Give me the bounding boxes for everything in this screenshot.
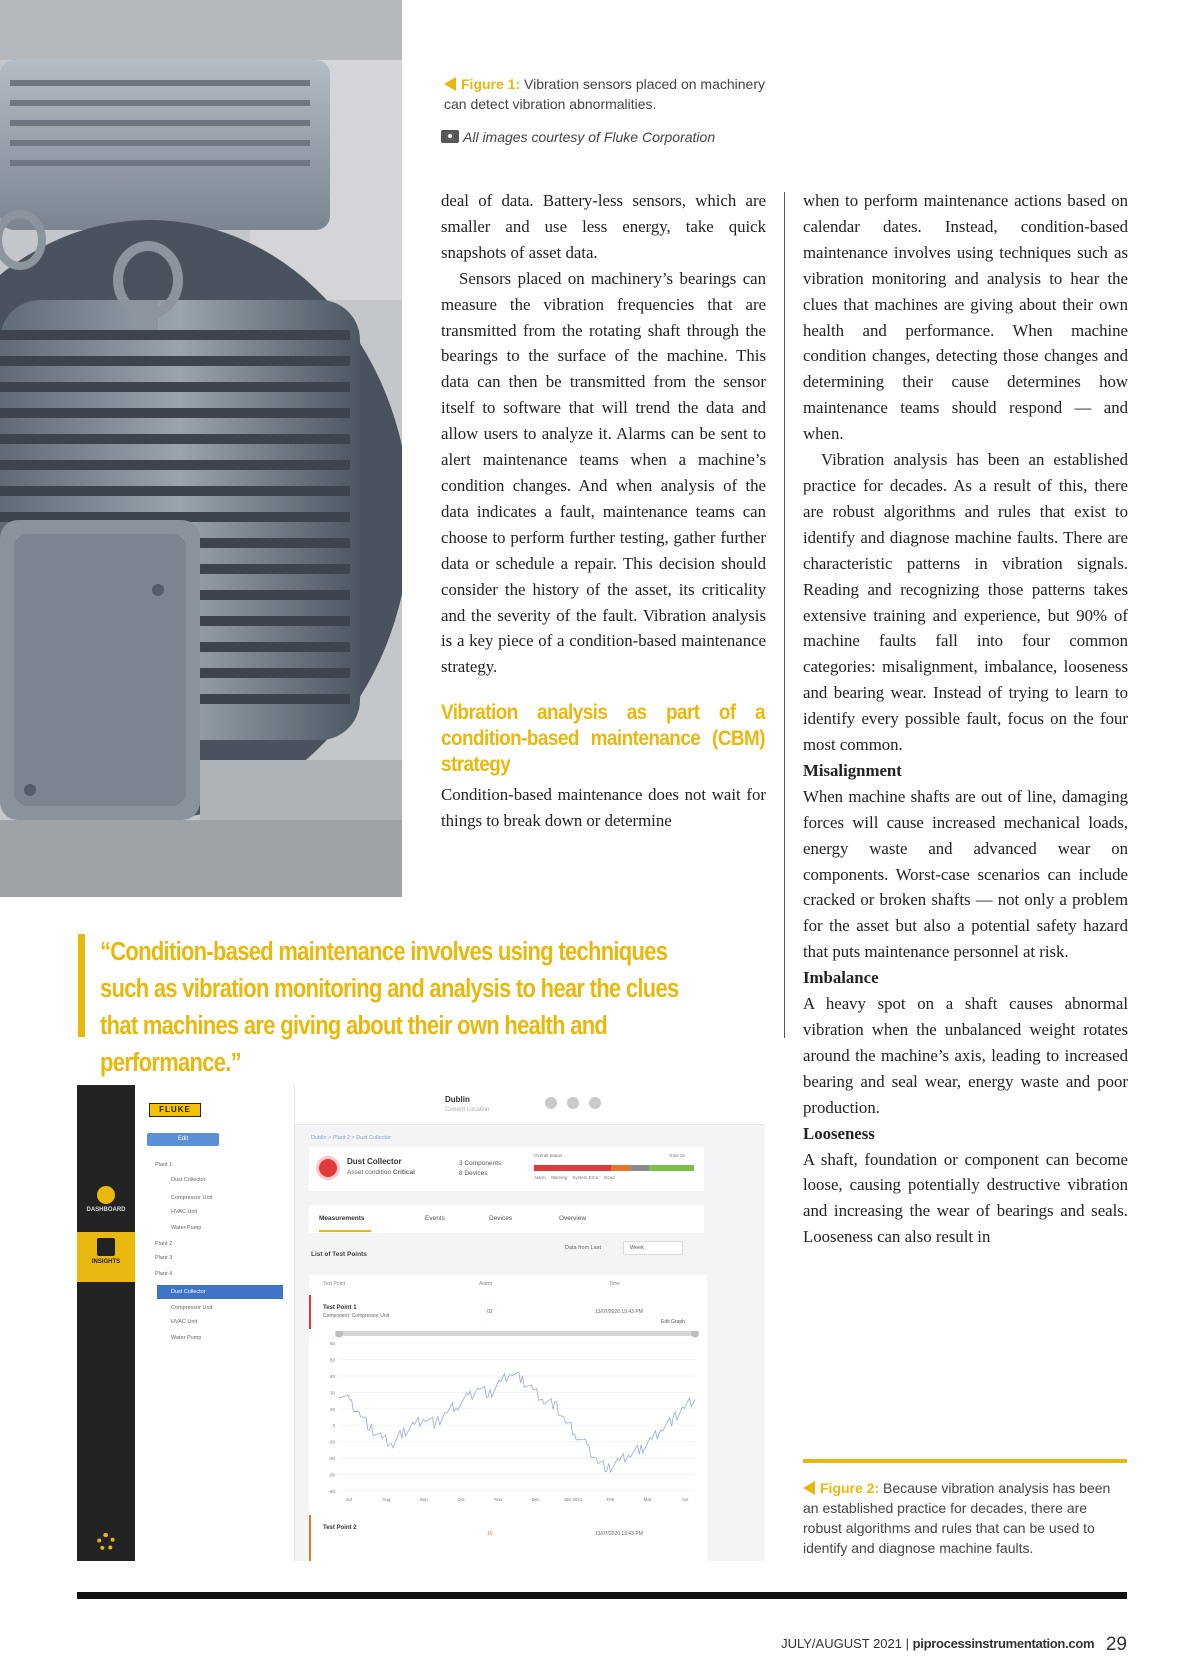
column-divider [784,192,785,1038]
tree-item: Plant 1 [155,1162,173,1168]
x-tick-label: Apr [681,1497,689,1502]
paragraph: Condition-based maintenance does not wait for things to break down or determine [441,785,766,831]
tree-item: Compressor Unit [171,1195,213,1201]
section-heading-imbalance: Imbalance [803,968,879,988]
paragraph: When machine shafts are out of line, damaging forces will cause increased mechanical loads, energy waste and advanced wear on components. Worst-case scenarios can include cracked or broken shafts — not only a problem for the asset but also a potential safety hazard that puts maintenance personnel at risk. [803,786,1128,962]
test-point-name: Test Point 1 [323,1305,357,1311]
tab-measurements: Measurements [319,1215,365,1222]
figure-2-text: Because vibration analysis has been an established practice for decades, there are robust algorithms and rules that can be used to identify and diagnose machine faults. [803,1480,1111,1556]
location-sub: Current Location [445,1107,490,1113]
asset-condition-label: Asset condition [347,1169,392,1176]
page-footer [0,1634,1127,1656]
image-credit [441,127,801,147]
x-tick-label: Oct [457,1497,465,1502]
asset-tree [135,1085,295,1561]
list-title: List of Test Points [311,1251,367,1258]
article-column-middle [441,188,766,834]
asset-title: Dust Collector [347,1157,402,1166]
y-tick-label: 20 [329,1406,335,1412]
breadcrumb: Dublin > Plant 2 > Dust Collector [311,1135,391,1141]
tree-item: Plant 2 [155,1241,173,1247]
paragraph: Vibration analysis has been an established practice for decades. As a result of this, there are robust algorithms and rules that exist to identify and diagnose machine faults. There are characteristic patterns in vibration signals. Reading and recognizing those patterns takes extensive training and experience, but 90% of machine faults fall into four common categories: misalignment, imbalance, looseness and bearing wear. Instead of trying to learn to identify every possible fault, focus on the four most common. [803,450,1128,755]
y-tick-label: -50 [328,1472,335,1478]
fluke-logo: FLUKE [149,1103,201,1117]
pull-quote: “Condition-based maintenance involves using techniques such as vibration monitoring and analysis to hear the clues that machines are giving about their own health and performance.” [100,938,679,1077]
tree-item: HVAC Unit [171,1209,198,1215]
tree-item: Water Pump [171,1335,202,1341]
test-points-table [309,1275,707,1561]
site-domain: piprocessinstrumentation.com [912,1636,1095,1651]
status-alarm-segment [534,1165,611,1171]
y-tick-label: 50 [329,1357,335,1363]
paragraph: deal of data. Battery-less sensors, which are smaller and use less energy, take quick snapshots of asset data. [441,191,766,262]
asset-counts [459,1159,501,1179]
help-icon [567,1097,579,1109]
range-slider-handle [335,1331,343,1338]
y-tick-label: -20 [328,1439,335,1445]
x-tick-label: Sep [419,1497,428,1502]
y-tick-label: -60 [328,1489,335,1494]
test-point-alarm: 10 [487,1531,493,1537]
edit-button: Edit [147,1133,219,1146]
tab-overview: Overview [559,1215,587,1222]
test-point-time: 13/07/2020 19:43 PM [595,1309,643,1315]
tree-item: Plant 3 [155,1255,173,1261]
test-point-time: 13/07/2020 19:43 PM [595,1531,643,1537]
paragraph: when to perform maintenance actions based on calendar dates. Instead, condition-based maintenance involves using techniques such as vibration monitoring and analysis to hear the clues that machines are giving about their own health and performance. When machine condition changes, detecting those changes and determining their cause determines how maintenance teams should respond — and when. [803,191,1128,444]
figure-1-text: Vibration sensors placed on machinery can detect vibration abnormalities. [444,76,766,112]
status-good-segment [649,1165,694,1171]
dashboard-topbar [295,1085,765,1125]
bell-icon [589,1097,601,1109]
tree-item: Dust Collector [171,1177,206,1183]
test-point-component: Component: Compressor Unit [323,1313,390,1319]
critical-status-icon [319,1159,337,1177]
gauge-icon [97,1186,115,1204]
paragraph: A shaft, foundation or component can become loose, causing potentially destructive vibration and increasing the wear of bearings and seals. Looseness can also result in [803,1149,1128,1247]
status-warning-segment [611,1165,630,1171]
page-number: 29 [1105,1634,1127,1655]
x-tick-label: Jul [346,1497,352,1502]
x-tick-label: Feb [606,1497,615,1502]
legend-item: Warning [550,1175,568,1180]
camera-icon [441,130,459,143]
rail-dashboard [77,1180,135,1230]
caption-arrow-icon [803,1481,815,1495]
gear-icon [97,1533,115,1551]
caption-arrow-icon [444,77,456,91]
vibration-chart [315,1331,705,1511]
total-label: Total 19 [669,1153,685,1158]
x-tick-label: Jan 2021 [563,1497,583,1502]
asset-condition [347,1169,415,1176]
test-point-alarm: 02 [487,1309,493,1315]
legend-item: Good [603,1175,615,1180]
range-select: Week [623,1241,683,1255]
asset-card [309,1147,704,1191]
range-slider-track [339,1331,695,1336]
series-line [339,1372,695,1472]
table-row [309,1515,707,1561]
figure-2-caption [803,1478,1113,1558]
legend-item: System Error [572,1175,599,1180]
column-header: Time [609,1281,620,1287]
figure-2-rule [803,1459,1127,1463]
rail-dashboard-label: DASHBOARD [86,1207,126,1213]
tree-item-selected: Dust Collector [157,1285,283,1299]
dashboard-screenshot [77,1085,765,1561]
location-name: Dublin [445,1095,470,1104]
section-subhead: Vibration analysis as part of a condition-based maintenance (CBM) strategy [441,701,765,777]
tree-item: Plant 4 [155,1271,173,1277]
table-row [309,1295,707,1329]
article-column-right [803,188,1128,1250]
issue-date: JULY/AUGUST 2021 [781,1636,902,1651]
motor-photo [0,0,402,897]
x-tick-label: Aug [382,1497,391,1502]
components-count: 3 Components [459,1160,502,1167]
y-tick-label: 0 [332,1423,335,1429]
asset-condition-value: Critical [392,1169,415,1176]
tab-active-underline [319,1230,371,1232]
dashboard-nav-rail [77,1085,135,1561]
dashboard-tabs [309,1205,704,1233]
y-tick-label: 40 [329,1373,335,1379]
status-bar [534,1165,694,1171]
y-tick-label: 30 [329,1390,335,1396]
figure-1-label: Figure 1: [461,76,521,92]
dashboard-main [295,1085,765,1561]
column-header: Test Point [323,1281,345,1287]
footer-separator: | [905,1636,910,1651]
x-tick-label: Dec [531,1497,540,1502]
status-legend [534,1175,615,1180]
y-tick-label: 60 [329,1341,335,1346]
tab-events: Events [425,1215,445,1222]
x-tick-label: Nov [494,1497,503,1502]
paragraph: Sensors placed on machinery’s bearings can measure the vibration frequencies that are transmitted from the rotating shaft through the bearings to the surface of the machine. This data can then be transmitted from the sensor itself to software that will trend the data and allow users to analyze it. Alarms can be sent to alert maintenance teams when a machine’s condition changes. And when analysis of the data indicates a fault, maintenance teams can choose to perform further testing, gather further data or schedule a repair. This decision should consider the history of the asset, its criticality and the severity of the fault. Vibration analysis is a key piece of a condition-based maintenance strategy. [441,268,766,677]
rail-insights-label: INSIGHTS [91,1259,121,1265]
pulse-icon [97,1238,115,1256]
image-credit-text: All images courtesy of Fluke Corporation [463,129,716,145]
data-from-label: Data from Last [565,1245,602,1251]
status-error-segment [630,1165,649,1171]
figure-2-label: Figure 2: [820,1480,880,1496]
tree-item: Water Pump [171,1225,202,1231]
motor-illustration [0,0,402,897]
test-point-name: Test Point 2 [323,1525,357,1531]
rail-insights [77,1232,135,1282]
paragraph: A heavy spot on a shaft causes abnormal vibration when the unbalanced weight rotates around the machine’s axis, leading to increased bearing and seal wear, energy waste and poor production. [803,994,1128,1117]
edit-graph-link: Edit Graph [661,1319,685,1325]
x-tick-label: Mar [643,1497,652,1502]
figure-1-caption [444,74,784,114]
devices-count: 8 Devices [459,1170,488,1177]
tree-item: HVAC Unit [171,1319,198,1325]
legend-item: Alarm [534,1175,546,1180]
tree-item: Compressor Unit [171,1305,213,1311]
range-slider-handle [691,1331,699,1338]
y-tick-label: -30 [328,1456,335,1462]
overall-status-label: Overall Status [534,1153,563,1158]
map-pin-icon [545,1097,557,1109]
section-heading-misalignment: Misalignment [803,760,902,780]
footer-rule [77,1592,1127,1599]
section-heading-looseness: Looseness [803,1123,875,1143]
tab-devices: Devices [489,1215,513,1222]
pull-quote-bar [78,934,85,1037]
column-header: Alarm [479,1281,493,1287]
